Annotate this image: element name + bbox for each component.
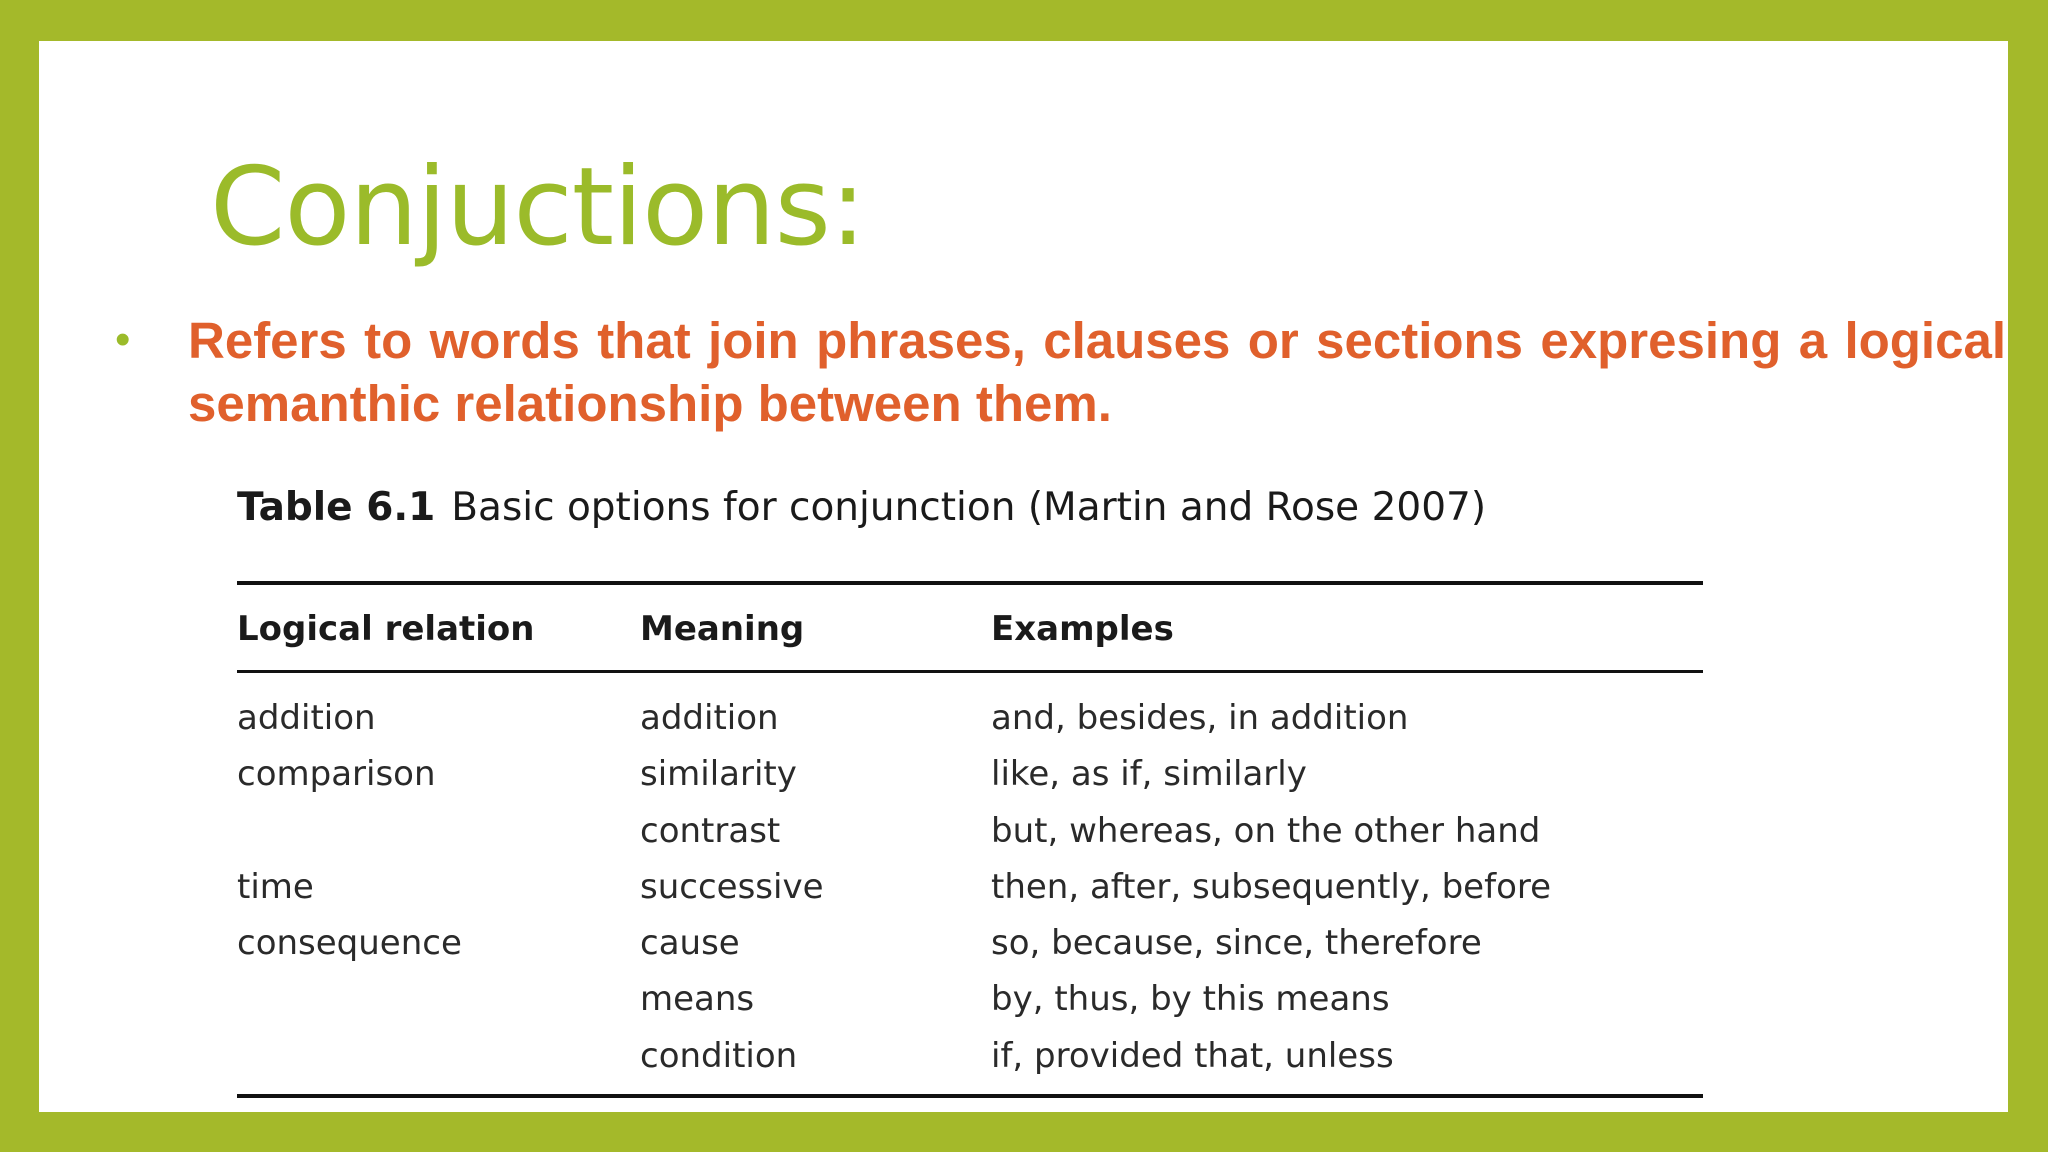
table-row [237,862,1737,918]
table-row [237,749,1737,805]
cell-meaning: addition [640,698,779,738]
table-header-rule [237,670,1703,673]
cell-examples: and, besides, in addition [991,698,1409,738]
table-bottom-rule [237,1094,1703,1098]
table-row [237,1031,1737,1087]
cell-meaning: successive [640,866,824,907]
cell-meaning: cause [640,923,740,964]
table-row [237,918,1737,974]
cell-examples: if, provided that, unless [991,1035,1394,1076]
cell-examples: by, thus, by this means [991,979,1390,1020]
cell-examples: then, after, subsequently, before [991,866,1552,907]
slide-title: Conjuctions: [210,145,866,270]
table-row [237,693,1737,749]
cell-logical-relation: addition [237,698,376,738]
cell-meaning: contrast [640,810,781,851]
cell-examples: like, as if, similarly [991,754,1307,795]
table-caption-label: Table 6.1 [237,485,436,530]
table-body [237,693,1737,1087]
cell-meaning: condition [640,1035,798,1076]
table-row [237,974,1737,1030]
table-caption [237,478,1486,538]
cell-logical-relation: time [237,866,314,907]
header-meaning: Meaning [640,609,805,649]
cell-logical-relation: comparison [237,754,436,795]
cell-examples: so, because, since, therefore [991,923,1482,964]
cell-meaning: similarity [640,754,797,795]
header-logical-relation: Logical relation [237,609,535,649]
table-top-rule [237,581,1703,585]
table-row [237,806,1737,862]
cell-meaning: means [640,979,755,1020]
cell-examples: but, whereas, on the other hand [991,810,1541,851]
header-examples: Examples [991,609,1174,649]
cell-logical-relation: consequence [237,923,462,964]
slide-canvas [39,41,2008,1112]
bullet-dot-icon: • [115,315,131,364]
table-caption-text: Basic options for conjunction (Martin and Rose 2007) [451,485,1487,530]
bullet-text: Refers to words that join phrases, clauses or sections expresing a logical semanthic relationship between them. [188,312,2006,432]
